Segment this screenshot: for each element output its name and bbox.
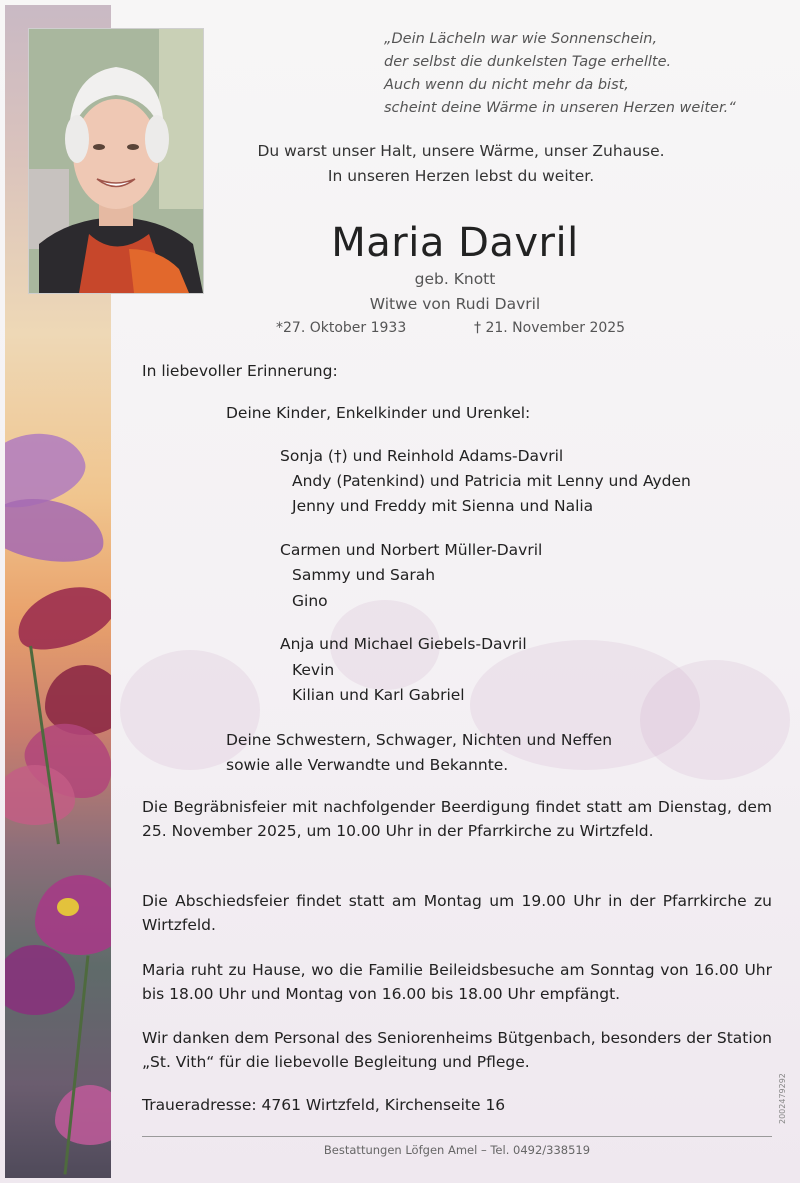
flower-center (57, 898, 79, 916)
visiting-paragraph: Maria ruht zu Hause, wo die Familie Beileidsbesuche am Sonntag von 16.00 Uhr bis 18.00 Uhr und Montag von 16.00 bis 18.00 Uhr empfängt. (142, 961, 772, 1003)
quote-line: scheint deine Wärme in unseren Herzen weiter.“ (384, 100, 736, 116)
family-line: Anja und Michael Giebels-Davril (280, 635, 527, 653)
quote-line: Auch wenn du nicht mehr da bist, (384, 77, 629, 93)
relatives-line: sowie alle Verwandte und Bekannte. (226, 756, 509, 774)
flower-petal (55, 1085, 111, 1145)
family-line: Carmen und Norbert Müller-Davril (280, 541, 543, 559)
family-line: Sammy und Sarah (292, 566, 436, 584)
deceased-name: Maria Davril (331, 220, 579, 266)
family-heading: Deine Kinder, Enkelkinder und Urenkel: (226, 404, 531, 422)
family-line: Andy (Patenkind) und Patricia mit Lenny und Ayden (292, 472, 691, 490)
background-flower (120, 650, 260, 770)
family-line: Gino (292, 592, 328, 610)
lead-line: Du warst unser Halt, unsere Wärme, unser Zuhause. (257, 142, 665, 160)
birth-date: *27. Oktober 1933 (276, 320, 407, 336)
quote-line: „Dein Lächeln war wie Sonnenschein, (384, 31, 658, 47)
flower-petal (5, 490, 109, 570)
family-line: Kilian und Karl Gabriel (292, 686, 465, 704)
portrait-photo (28, 28, 204, 294)
lead-line: In unseren Herzen lebst du weiter. (327, 167, 595, 185)
quote-block (384, 28, 736, 120)
footer-divider (142, 1136, 772, 1137)
family-line: Jenny und Freddy mit Sienna und Nalia (292, 497, 594, 515)
widow-of: Witwe von Rudi Davril (369, 295, 541, 313)
portrait-illustration (29, 29, 203, 293)
mourning-address: Traueradresse: 4761 Wirtzfeld, Kirchenseite 16 (142, 1096, 506, 1114)
funeral-paragraph: Die Begräbnisfeier mit nachfolgender Beerdigung findet statt am Dienstag, dem 25. November 2025, um 10.00 Uhr in der Pfarrkirche zu Wirtzfeld. (142, 798, 772, 840)
flower-petal (9, 575, 111, 661)
undertaker-footer: Bestattungen Löfgen Amel – Tel. 0492/338519 (323, 1143, 591, 1157)
relatives-line: Deine Schwestern, Schwager, Nichten und Neffen (226, 731, 613, 749)
quote-line: der selbst die dunkelsten Tage erhellte. (384, 54, 672, 70)
family-line: Kevin (292, 661, 335, 679)
birth-name: geb. Knott (414, 270, 496, 288)
ad-code: 2002479292 (778, 1073, 787, 1124)
memory-intro: In liebevoller Erinnerung: (142, 362, 338, 380)
family-line: Sonja (†) und Reinhold Adams-Davril (280, 447, 564, 465)
flower-petal (5, 945, 75, 1015)
background-flower (640, 660, 790, 780)
farewell-paragraph: Die Abschiedsfeier findet statt am Montag um 19.00 Uhr in der Pfarrkirche zu Wirtzfeld. (142, 892, 772, 934)
thanks-paragraph: Wir danken dem Personal des Seniorenheims Bütgenbach, besonders der Station „St. Vith“ für die liebevolle Begleitung und Pflege. (142, 1029, 772, 1071)
death-date: † 21. November 2025 (474, 320, 626, 336)
